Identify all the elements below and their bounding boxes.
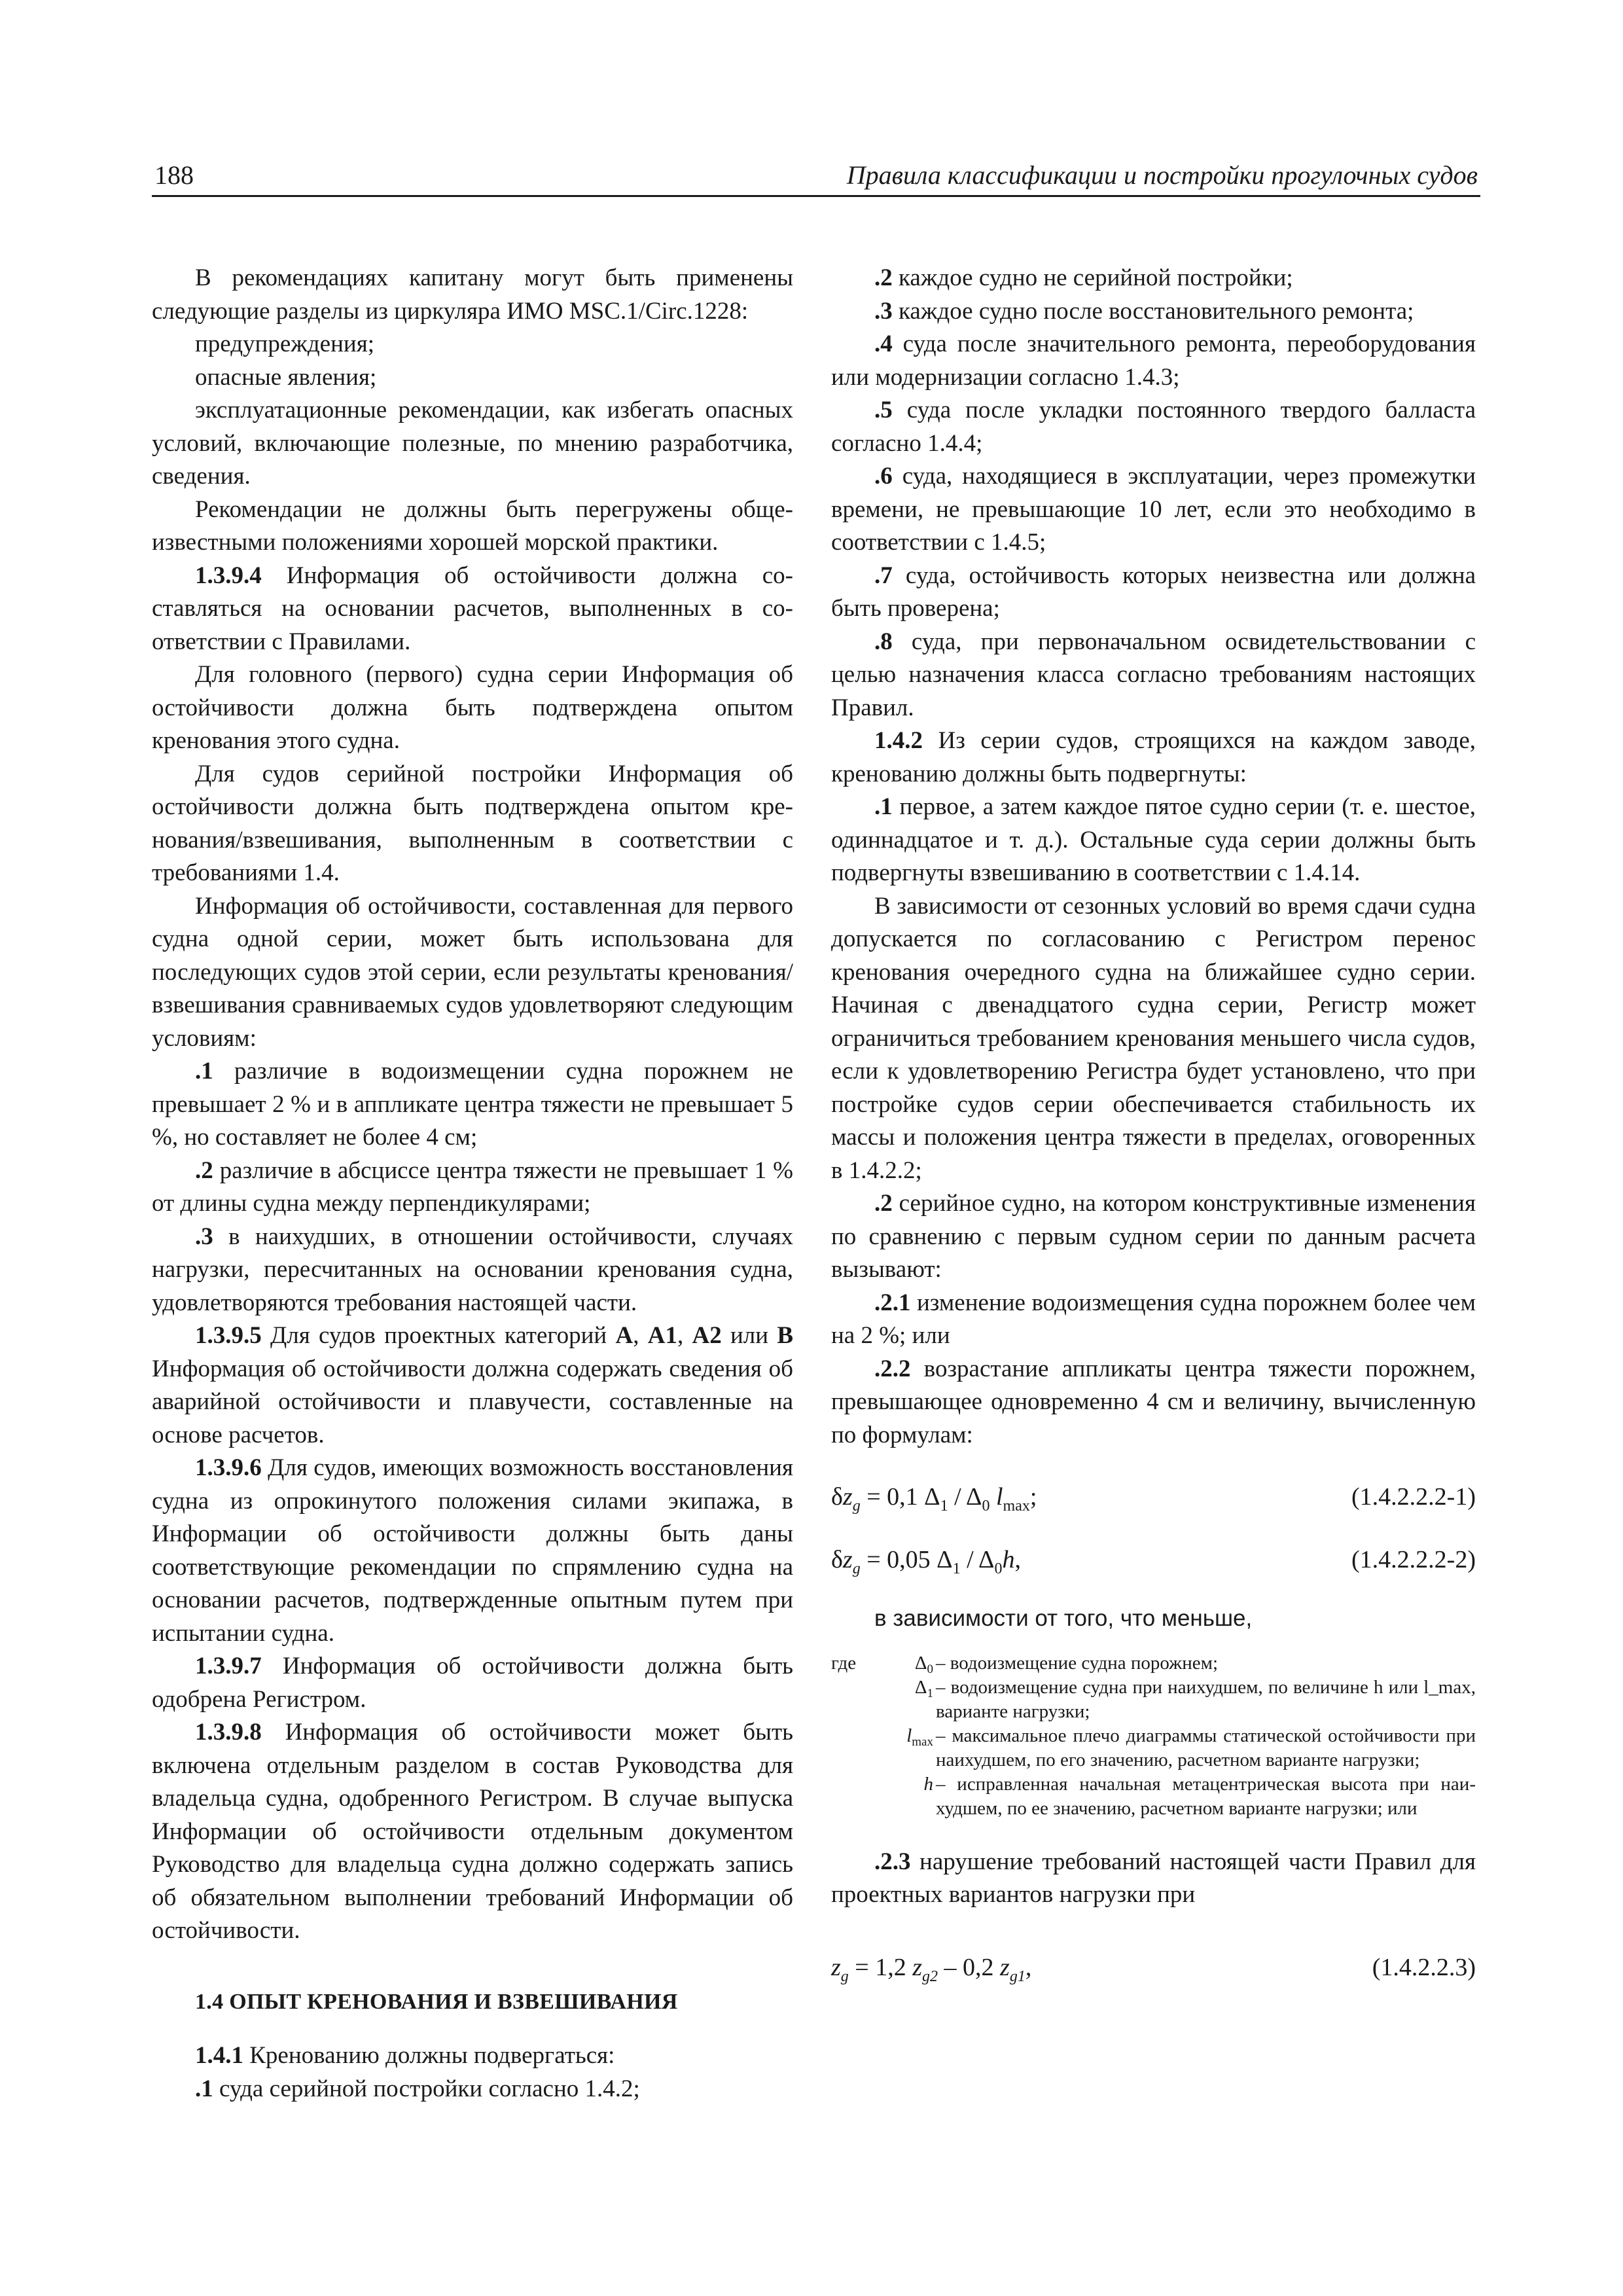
legend-row: $l_{max}$ – максимальное плечо диаграммы статической остойчивости при наихудшем, по его значению, расчетном варианте нагрузки;	[831, 1724, 1476, 1772]
list-item: .7 суда, остойчивость которых неизвестна или должна быть проверена;	[831, 562, 1476, 622]
clause-number: 1.4.2	[874, 727, 923, 754]
clause-number: 1.3.9.4	[195, 562, 262, 589]
running-title: Правила классификации и постройки прогулочных судов	[846, 160, 1478, 190]
item-number: .2	[195, 1157, 213, 1184]
list-item: .3 в наихудших, в отношении остойчивости, случаях нагрузки, пересчитанных на основании кренования судна, удовлетворяются требования настоящей части.	[152, 1223, 793, 1316]
paragraph: 1.4.1 Кренованию должны подвергаться:	[195, 2042, 615, 2069]
paragraph: Рекомендации не должны быть перегружены общеизвестными положениями хорошей морской практики.	[152, 495, 793, 556]
formula-3	[831, 1951, 1476, 1984]
legend-row: h – исправленная начальная метацентрическая высота при наихудшем, по ее значению, расчетном варианте нагрузки; или	[831, 1772, 1476, 1821]
paragraph: Для головного (первого) судна серии Информация об остойчивости должна быть подтверждена опытом кренования этого судна.	[152, 661, 793, 754]
legend-row: где $\Delta_0$ – водоизмещение судна порожнем;	[831, 1651, 1476, 1676]
clause-number: 1.3.9.7	[195, 1653, 262, 1679]
paragraph: В зависимости от сезонных условий во время сдачи судна допускается по согласованию с Регистром перенос кренования очередного судна на ближайшее судно серии. Начиная с двенадцатого судна серии, Регистр может ограничиться требованием кренования меньшего числа судов, если к удовлетворению Регистра будет установлено, что при постройке судов серии обеспечивается стабильность их массы и положения центра тяжести в пределах, оговоренных в 1.4.2.2;	[831, 892, 1476, 1184]
item-number: .3	[874, 297, 893, 325]
item-number: .5	[874, 397, 893, 423]
formula-expression: $z_g = 1,2$ $z_{g2} - 0,2$ $z_{g1}$,	[831, 1953, 1032, 1985]
item-number: .8	[874, 628, 893, 655]
clause-number: 1.3.9.8	[195, 1719, 262, 1746]
paragraph: 1.4.2 Из серии судов, строящихся на каждом заводе, кренованию должны быть подвергнуты:	[831, 727, 1476, 787]
section-title: 1.4 ОПЫТ КРЕНОВАНИЯ И ВЗВЕШИВАНИЯ	[195, 1989, 678, 2014]
list-item: .2.2 возрастание аппликаты центра тяжести порожнем, превышающее одновременно 4 см и величину, вычисленную по формулам:	[831, 1355, 1476, 1448]
list-item: .2.3 нарушение требований настоящей части Правил для проектных вариантов нагрузки при	[831, 1848, 1476, 1908]
legend-lead: где	[831, 1652, 857, 1674]
page-number: 188	[154, 160, 194, 190]
list-item: .1 различие в водоизмещении судна порожнем не превышает 2 % и в аппликате центра тяжести не превышает 5 %, но составляет не более 4 см;	[152, 1058, 793, 1151]
item-number: .2.2	[874, 1355, 911, 1382]
paragraph: Для судов серийной постройки Информация об остойчивости должна быть подтверждена опытом кренования/взвешивания, выполненным в соответствии с требованиями 1.4.	[152, 760, 793, 886]
left-column	[152, 262, 793, 2106]
legend-symbol: h	[923, 1773, 933, 1795]
paragraph: 1.3.9.6 Для судов, имеющих возможность восстановления судна из опрокинутого положения силами экипажа, в Информации об остойчивости должны быть даны соответствующие рекомендации по спрямлению судна на основании расчетов, подтвержденные опытным путем при испытании судна.	[152, 1454, 793, 1647]
clause-number: 1.3.9.6	[195, 1454, 262, 1481]
legend-symbol: $l_{max}$	[906, 1725, 933, 1749]
list-item: .1 первое, а затем каждое пятое судно серии (т. е. шестое, одиннадцатое и т. д.). Остальные суда серии должны быть подвергнуты взвешиванию в соответствии с 1.4.14.	[831, 793, 1476, 886]
paragraph: опасные явления;	[195, 363, 377, 391]
item-number: .1	[195, 1058, 213, 1085]
paragraph: 1.3.9.7 Информация об остойчивости должна быть одобрена Регистром.	[152, 1653, 793, 1713]
paragraph: 1.3.9.4 Информация об остойчивости должна составляться на основании расчетов, выполненных в соответствии с Правилами.	[152, 562, 793, 655]
list-item: .2 серийное судно, на котором конструктивные изменения по сравнению с первым судном серии по данным расчета вызывают:	[831, 1190, 1476, 1283]
formula-expression: $\delta z_g = 0,1$ $\Delta_1 / \Delta_0$ $l_{max}$;	[831, 1483, 1037, 1515]
paragraph: предупреждения;	[195, 331, 374, 357]
legend-row: $\Delta_1$ – водоизмещение судна при наихудшем, по величине h или l_max, варианте нагрузки;	[831, 1676, 1476, 1724]
formula-number: (1.4.2.2.3)	[1372, 1953, 1476, 1981]
formula-number: (1.4.2.2.2-1)	[1351, 1483, 1476, 1511]
list-item: .1 суда серийной постройки согласно 1.4.2;	[195, 2075, 640, 2102]
page-header	[152, 156, 1480, 197]
item-number: .3	[195, 1223, 213, 1250]
list-item: .5 суда после укладки постоянного твердого балласта согласно 1.4.4;	[831, 397, 1476, 457]
paragraph: эксплуатационные рекомендации, как избегать опасных условий, включающие полезные, по мнению разработчика, сведения.	[152, 397, 793, 490]
paragraph: 1.3.9.8 Информация об остойчивости может быть включена отдельным разделом в состав Руководства для владельца судна, одобренного Регистром. В случае выпуска Информации об остойчивости отдельным документом Руководство для владельца судна должно содержать запись об обязательном выполнении требований Информации об остойчивости.	[152, 1719, 793, 1944]
list-item: .8 суда, при первоначальном освидетельствовании с целью назначения класса согласно требованиям настоящих Правил.	[831, 628, 1476, 721]
item-number: .1	[195, 2075, 213, 2102]
item-number: .4	[874, 331, 893, 357]
list-item: .2 каждое судно не серийной постройки;	[874, 264, 1293, 291]
paragraph: 1.3.9.5 Для судов проектных категорий A, A1, A2 или B Информация об остойчивости должна содержать сведения об аварийной остойчивости и плавучести, составленные на основе расчетов.	[152, 1322, 794, 1448]
paragraph: В рекомендациях капитану могут быть применены следующие разделы из циркуляра ИМО MSC.1/Circ.1228:	[152, 264, 793, 325]
right-column	[831, 262, 1476, 1984]
paragraph: Информация об остойчивости, составленная для первого судна одной серии, может быть использована для последующих судов этой серии, если результаты кренования/взвешивания сравниваемых судов удовлетворяют следующим условиям:	[152, 892, 793, 1052]
item-number: .2	[874, 1190, 893, 1217]
clause-number: 1.3.9.5	[195, 1322, 262, 1349]
item-number: .6	[874, 463, 893, 490]
item-number: .2	[874, 264, 893, 291]
formula-2	[831, 1543, 1476, 1576]
item-number: .2.1	[874, 1289, 911, 1316]
list-item: .6 суда, находящиеся в эксплуатации, через промежутки времени, не превышающие 10 лет, если это необходимо в соответствии с 1.4.5;	[831, 463, 1476, 556]
list-item: .4 суда после значительного ремонта, переоборудования или модернизации согласно 1.4.3;	[831, 331, 1476, 391]
list-item: .2 различие в абсциссе центра тяжести не превышает 1 % от длины судна между перпендикулярами;	[152, 1157, 793, 1217]
item-number: .1	[874, 793, 893, 820]
formula-condition-note: в зависимости от того, что меньше,	[874, 1605, 1253, 1631]
item-number: .7	[874, 562, 893, 589]
legend-symbol: $\Delta_1$	[914, 1676, 933, 1700]
formula-1	[831, 1480, 1476, 1513]
legend-symbol: $\Delta_0$	[914, 1652, 933, 1676]
list-item: .3 каждое судно после восстановительного ремонта;	[874, 297, 1414, 325]
symbol-legend	[831, 1651, 1476, 1821]
formula-number: (1.4.2.2.2-2)	[1351, 1546, 1476, 1573]
list-item: .2.1 изменение водоизмещения судна порожнем более чем на 2 %; или	[831, 1289, 1476, 1349]
clause-number: 1.4.1	[195, 2042, 243, 2069]
item-number: .2.3	[874, 1848, 911, 1875]
formula-expression: $\delta z_g = 0,05$ $\Delta_1 / \Delta_0h$,	[831, 1546, 1021, 1577]
